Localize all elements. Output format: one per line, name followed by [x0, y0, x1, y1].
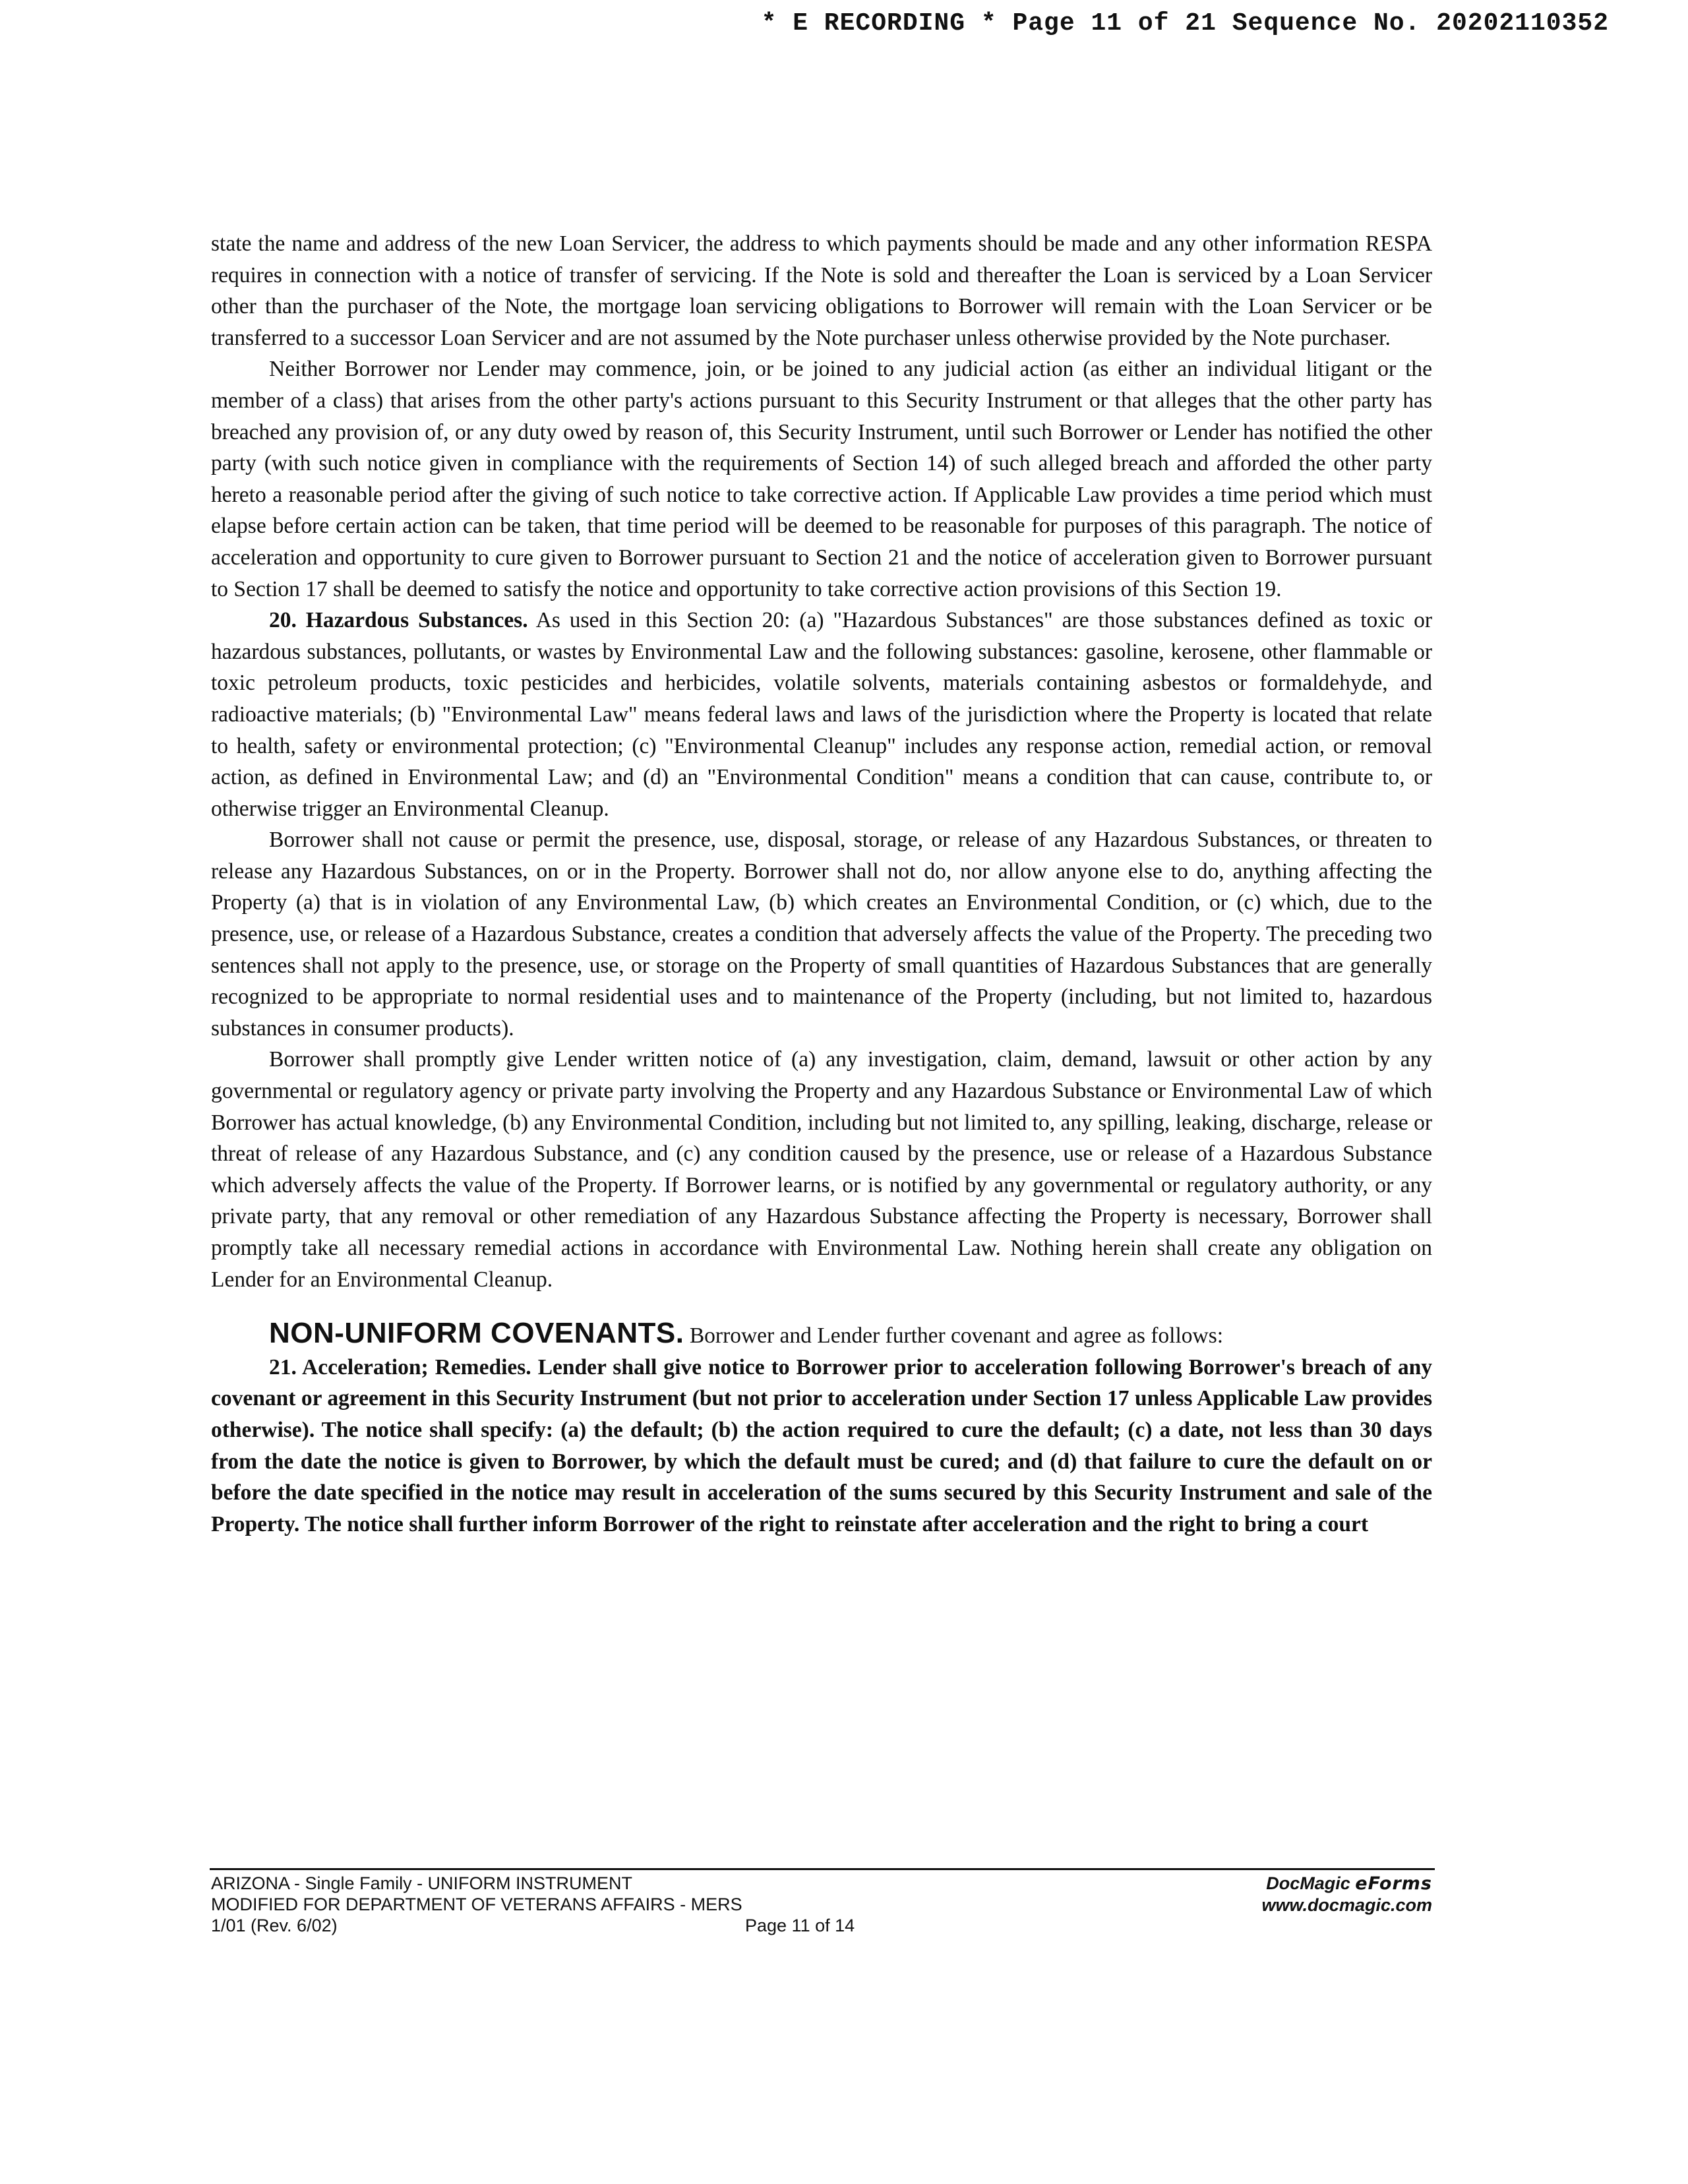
brand-name: DocMagic: [1266, 1873, 1350, 1893]
paragraph-loan-servicer: state the name and address of the new Loan Servicer, the address to which payments should be made and any other information RESPA requires in connection with a notice of transfer of servicing. If the Note is sold and thereafter the Loan is serviced by a Loan Servicer other than the purchaser of the Note, the mortgage loan servicing obligations to Borrower will remain with the Loan Servicer or be transferred to a successor Loan Servicer and are not assumed by the Note purchaser unless otherwise provided by the Note purchaser.: [211, 231, 1432, 350]
section-20-heading: 20. Hazardous Substances.: [269, 608, 528, 633]
non-uniform-covenants-heading: NON-UNIFORM COVENANTS.: [269, 1317, 684, 1350]
footer-page-number: Page 11 of 14: [745, 1916, 855, 1935]
brand-url: www.docmagic.com: [1261, 1895, 1432, 1915]
recording-header: * E RECORDING * Page 11 of 21 Sequence No. 20202110352: [761, 9, 1609, 38]
footer-line-2: MODIFIED FOR DEPARTMENT OF VETERANS AFFAIRS - MERS: [211, 1895, 742, 1914]
section-21-heading: 21. Acceleration; Remedies.: [269, 1354, 531, 1380]
footer-line-1: ARIZONA - Single Family - UNIFORM INSTRUMENT: [211, 1873, 633, 1893]
paragraph-written-notice: Borrower shall promptly give Lender written notice of (a) any investigation, claim, demand, lawsuit or other action by any governmental or regulatory agency or private party involving the Property and any Hazardous Substance or Environmental Law of which Borrower has actual knowledge, (b) any Environmental Condition, including but not limited to, any spilling, leaking, discharge, release or threat of release of any Hazardous Substance, and (c) any condition caused by the presence, use or release of a Hazardous Substance which adversely affects the value of the Property. If Borrower learns, or is notified by any governmental or regulatory authority, or any private party, that any removal or other remediation of any Hazardous Substance affecting the Property is necessary, Borrower shall promptly take all necessary remedial actions in accordance with Environmental Law. Nothing herein shall create any obligation on Lender for an Environmental Cleanup.: [211, 1047, 1432, 1292]
section-21-text: Lender shall give notice to Borrower prior to acceleration following Borrower's breach of any covenant or agreement in this Security Instrument (but not prior to acceleration under Section 17 unless Applicable Law provides otherwise). The notice shall specify: (a) the default; (b) the action required to cure the default; (c) a date, not less than 30 days from the date the notice is given to Borrower, by which the default must be cured; and (d) that failure to cure the default on or before the date specified in the notice may result in acceleration of the sums secured by this Security Instrument and sale of the Property. The notice shall further inform Borrower of the right to reinstate after acceleration and the right to bring a court: [211, 1354, 1432, 1536]
section-21-acceleration: [211, 1352, 1432, 1540]
docmagic-logo: [1261, 1873, 1432, 1895]
form-footer: [211, 1873, 1432, 1958]
footer-brand: [1261, 1873, 1432, 1916]
brand-suffix: eForms: [1355, 1873, 1432, 1894]
footer-divider: [210, 1868, 1435, 1870]
non-uniform-covenants-text: Borrower and Lender further covenant and agree as follows:: [684, 1323, 1224, 1349]
document-body: [211, 228, 1432, 1540]
paragraph-borrower-shall-not: Borrower shall not cause or permit the presence, use, disposal, storage, or release of any Hazardous Substances, or threaten to release any Hazardous Substances, on or in the Property. Borrower shall not do, nor allow anyone else to do, anything affecting the Property (a) that is in violation of any Environmental Law, (b) which creates an Environmental Condition, or (c) which, due to the presence, use, or release of a Hazardous Substance, creates a condition that adversely affects the value of the Property. The preceding two sentences shall not apply to the presence, use, or storage on the Property of small quantities of Hazardous Substances that are generally recognized to be appropriate to normal residential uses and to maintenance of the Property (including, but not limited to, hazardous substances in consumer products).: [211, 828, 1432, 1041]
section-20-hazardous-substances: [211, 605, 1432, 824]
footer-form-info: [211, 1873, 742, 1936]
paragraph-judicial-action: Neither Borrower nor Lender may commence, join, or be joined to any judicial action (as either an individual litigant or the member of a class) that arises from the other party's actions pursuant to this Security Instrument or that alleges that the other party has breached any provision of, or any duty owed by reason of, this Security Instrument, until such Borrower or Lender has notified the other party (with such notice given in compliance with the requirements of Section 14) of such alleged breach and afforded the other party hereto a reasonable period after the giving of such notice to take corrective action. If Applicable Law provides a time period which must elapse before certain action can be taken, that time period will be deemed to be reasonable for purposes of this paragraph. The notice of acceleration and opportunity to cure given to Borrower pursuant to Section 21 and the notice of acceleration given to Borrower pursuant to Section 17 shall be deemed to satisfy the notice and opportunity to take corrective action provisions of this Section 19.: [211, 357, 1432, 601]
section-20-text: As used in this Section 20: (a) "Hazardous Substances" are those substances defined as toxic or hazardous substances, pollutants, or wastes by Environmental Law and the following substances: gasoline, kerosene, other flammable or toxic petroleum products, toxic pesticides and herbicides, volatile solvents, materials containing asbestos or formaldehyde, and radioactive materials; (b) "Environmental Law" means federal laws and laws of the jurisdiction where the Property is located that relate to health, safety or environmental protection; (c) "Environmental Cleanup" includes any response action, remedial action, or removal action, as defined in Environmental Law; and (d) an "Environmental Condition" means a condition that can cause, contribute to, or otherwise trigger an Environmental Cleanup.: [211, 608, 1432, 821]
footer-line-3: 1/01 (Rev. 6/02): [211, 1916, 338, 1935]
non-uniform-covenants: [211, 1318, 1432, 1352]
